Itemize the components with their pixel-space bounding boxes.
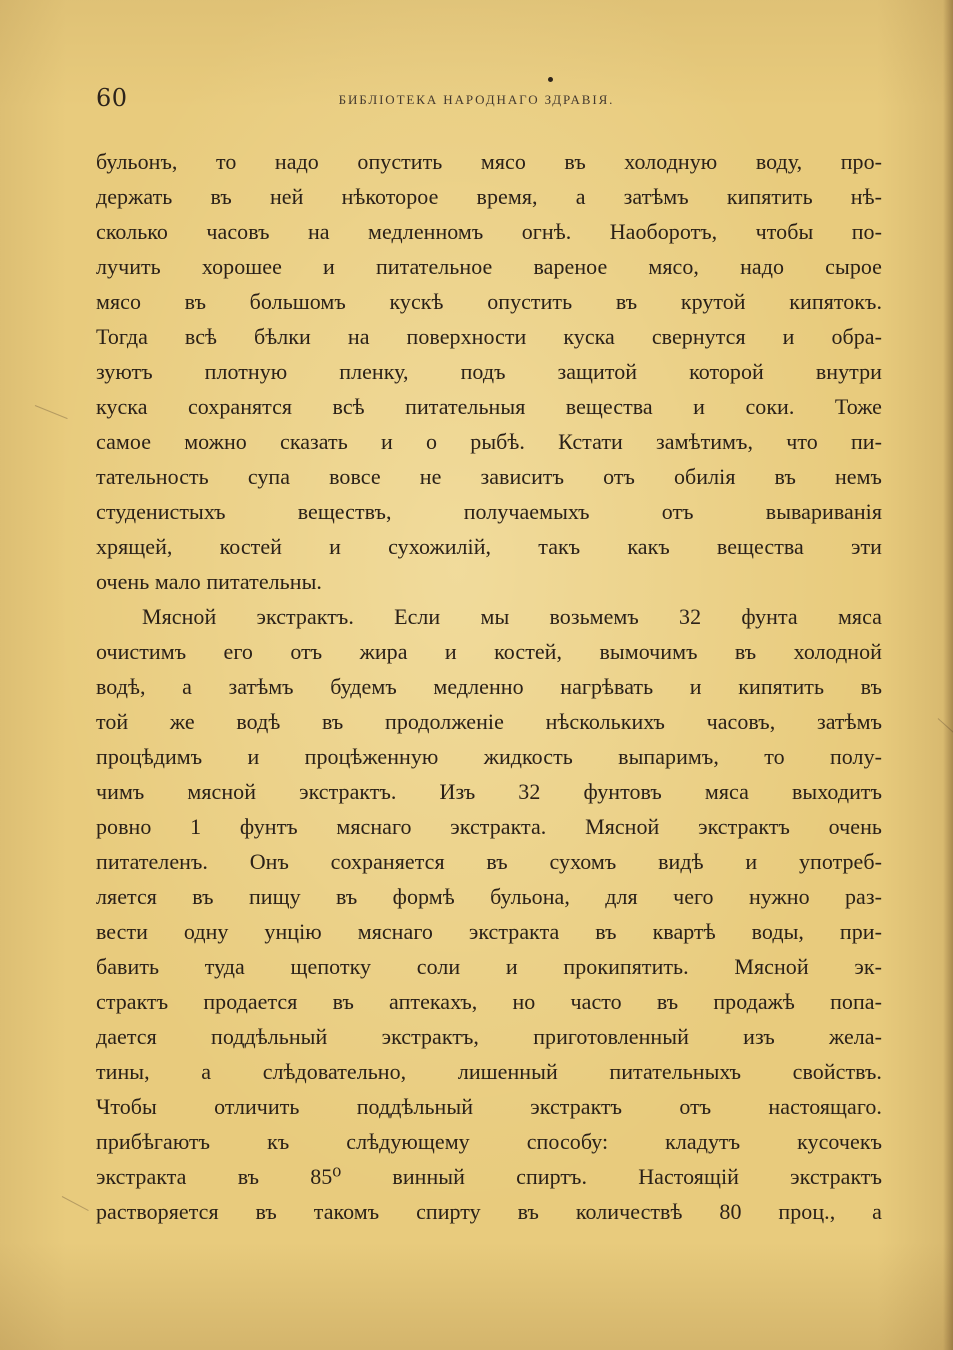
header-ornament-dot xyxy=(548,77,553,82)
text-line-30: экстракта въ 85⁰ винный спиртъ. Настоящій экстрактъ xyxy=(96,1164,882,1189)
text-line-25: страктъ продается въ аптекахъ, но часто въ продажѣ попа- xyxy=(96,989,882,1014)
text-line-8: куска сохранятся всѣ питательныя вещества и соки. Тоже xyxy=(96,394,882,419)
page-edge-shadow xyxy=(943,0,953,1350)
text-line-22: ляется въ пищу въ формѣ бульона, для чего нужно раз- xyxy=(96,884,882,909)
text-line-24: бавить туда щепотку соли и прокипятить. Мясной эк- xyxy=(96,954,882,979)
text-line-20: ровно 1 фунтъ мяснаго экстракта. Мясной экстрактъ очень xyxy=(96,814,882,839)
running-title: БИБЛІОТЕКА НАРОДНАГО ЗДРАВІЯ. xyxy=(338,92,615,107)
paragraph-meat-extract-line-1: Мясной экстрактъ. Если мы возьмемъ 32 фунта мяса xyxy=(142,604,882,629)
text-line-11: студенистыхъ веществъ, получаемыхъ отъ вывариванія xyxy=(96,499,882,524)
text-line-21: питателенъ. Онъ сохраняется въ сухомъ видѣ и употреб- xyxy=(96,849,882,874)
text-line-18: процѣдимъ и процѣженную жидкость выпаримъ, то полу- xyxy=(96,744,882,769)
text-line-19: чимъ мясной экстрактъ. Изъ 32 фунтовъ мяса выходитъ xyxy=(96,779,882,804)
page-header xyxy=(0,83,953,115)
text-line-5: мясо въ большомъ кускѣ опустить въ крутой кипятокъ. xyxy=(96,289,882,314)
text-line-17: той же водѣ въ продолженіе нѣсколькихъ часовъ, затѣмъ xyxy=(96,709,882,734)
text-line-6: Тогда всѣ бѣлки на поверхности куска свернутся и обра- xyxy=(96,324,882,349)
text-line-28: Чтобы отличить поддѣльный экстрактъ отъ настоящаго. xyxy=(96,1094,882,1119)
text-line-31: растворяется въ такомъ спирту въ количествѣ 80 проц., а xyxy=(96,1199,882,1224)
text-line-26: дается поддѣльный экстрактъ, приготовленный изъ жела- xyxy=(96,1024,882,1049)
text-line-16: водѣ, а затѣмъ будемъ медленно нагрѣвать и кипятить въ xyxy=(96,674,882,699)
text-line-27: тины, а слѣдовательно, лишенный питательныхъ свойствъ. xyxy=(96,1059,882,1084)
text-line-2: держать въ ней нѣкоторое время, а затѣмъ кипятить нѣ- xyxy=(96,184,882,209)
text-line-12: хрящей, костей и сухожилій, такъ какъ вещества эти xyxy=(96,534,882,559)
text-line-1: бульонъ, то надо опустить мясо въ холодную воду, про- xyxy=(96,149,882,174)
text-line-23: вести одну унцію мяснаго экстракта въ квартѣ воды, при- xyxy=(96,919,882,944)
text-line-7: зуютъ плотную пленку, подъ защитой которой внутри xyxy=(96,359,882,384)
text-line-10: тательность супа вовсе не зависитъ отъ обилія въ немъ xyxy=(96,464,882,489)
text-line-13: очень мало питательны. xyxy=(96,569,322,594)
text-line-29: прибѣгаютъ къ слѣдующему способу: кладутъ кусочекъ xyxy=(96,1129,882,1154)
text-line-9: самое можно сказать и о рыбѣ. Кстати замѣтимъ, что пи- xyxy=(96,429,882,454)
text-line-15: очистимъ его отъ жира и костей, вымочимъ въ холодной xyxy=(96,639,882,664)
text-line-4: лучить хорошее и питательное вареное мясо, надо сырое xyxy=(96,254,882,279)
text-line-3: сколько часовъ на медленномъ огнѣ. Наоборотъ, чтобы по- xyxy=(96,219,882,244)
page-number: 60 xyxy=(96,84,128,112)
